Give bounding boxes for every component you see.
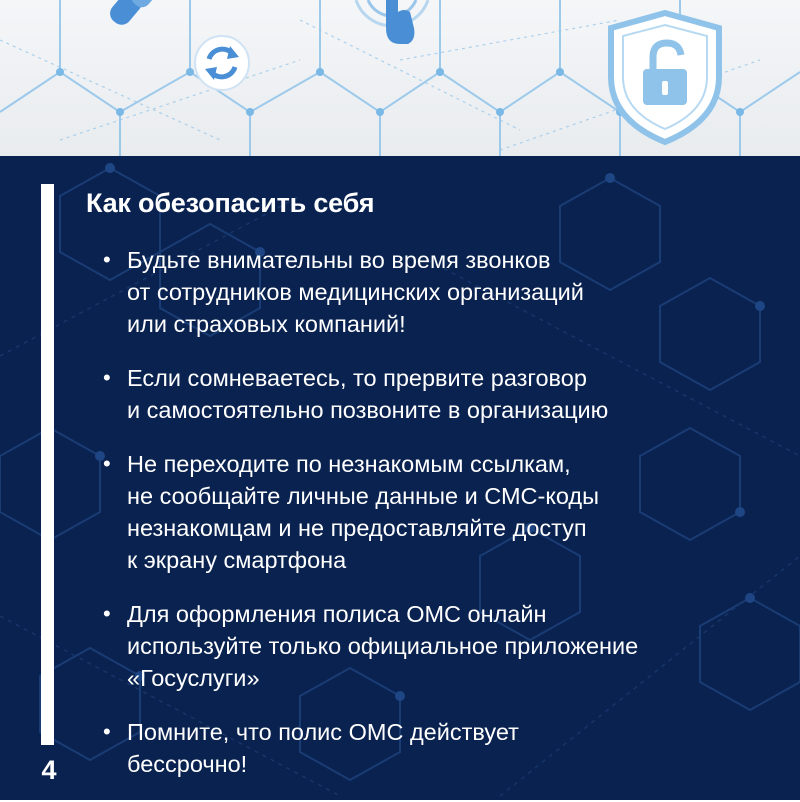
list-item xyxy=(103,598,783,694)
tip-line: и самостоятельно позвоните в организацию xyxy=(127,397,609,423)
tip-line: не сообщайте личные данные и СМС-коды xyxy=(127,483,600,509)
tip-line: бессрочно! xyxy=(127,751,248,777)
top-banner-illustration xyxy=(0,0,800,156)
bullet: • xyxy=(103,719,111,744)
accent-bar xyxy=(41,184,54,745)
tip-line: или страховых компаний! xyxy=(127,311,406,337)
tip-line: Для оформления полиса ОМС онлайн xyxy=(127,601,547,627)
slide-title: Как обезопасить себя xyxy=(86,188,375,218)
list-item xyxy=(103,716,783,780)
tip-line: Будьте внимательны во время звонков xyxy=(127,247,551,273)
tip-line: Помните, что полис ОМС действует xyxy=(127,719,519,745)
tip-line: к экрану смартфона xyxy=(127,547,347,573)
tip-line: Если сомневаетесь, то прервите разговор xyxy=(127,365,587,391)
tip-line: «Госуслуги» xyxy=(127,665,260,691)
padlock-shield-icon xyxy=(611,13,719,142)
list-item xyxy=(103,448,783,576)
bullet: • xyxy=(103,601,111,626)
bullet: • xyxy=(103,365,111,390)
tip-line: незнакомцам и не предоставляйте доступ xyxy=(127,515,587,541)
page-number: 4 xyxy=(41,755,57,785)
list-item xyxy=(103,362,783,426)
link-icon xyxy=(106,0,162,29)
tip-line: Не переходите по незнакомым ссылкам, xyxy=(127,451,571,477)
bullet: • xyxy=(103,451,111,476)
touch-hand-icon xyxy=(356,0,428,44)
bullet: • xyxy=(103,247,111,272)
refresh-icon xyxy=(195,36,249,90)
tips-list xyxy=(103,244,783,802)
network-icon xyxy=(0,0,800,156)
list-item xyxy=(103,244,783,340)
tip-line: от сотрудников медицинских организаций xyxy=(127,279,584,305)
tip-line: используйте только официальное приложение xyxy=(127,633,639,659)
